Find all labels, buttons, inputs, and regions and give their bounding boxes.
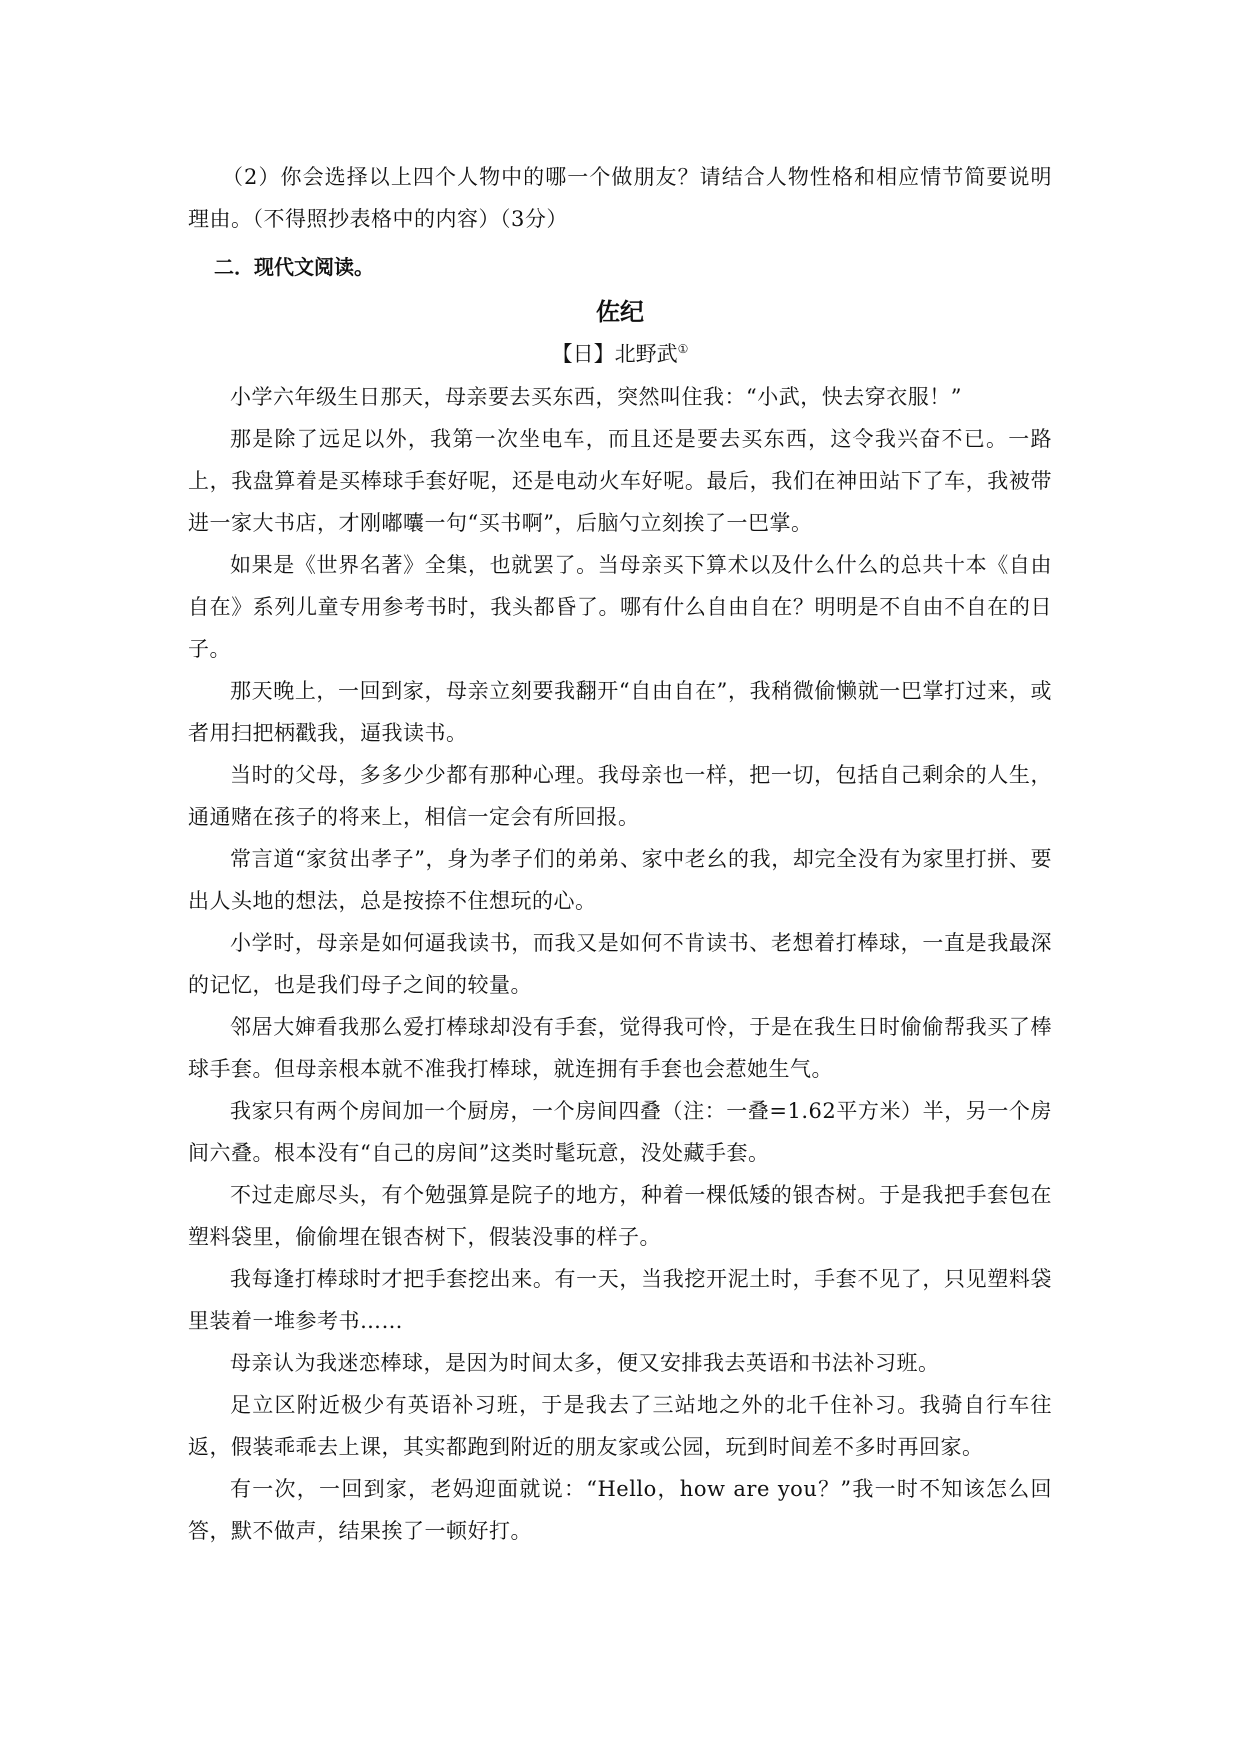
author-name: 北野武 — [614, 342, 678, 366]
article-title: 佐纪 — [596, 298, 644, 326]
article-paragraph: 常言道“家贫出孝子”，身为孝子们的弟弟、家中老幺的我，却完全没有为家里打拼、要出人头地的想法，总是按捺不住想玩的心。 — [188, 847, 1052, 913]
author-country: 【日】 — [551, 342, 615, 366]
article-body — [188, 376, 1052, 1552]
question-text: 你会选择以上四个人物中的哪一个做朋友？请结合人物性格和相应情节简要说明理由。（不得照抄表格中的内容）（3分） — [188, 165, 1052, 231]
article-paragraph: 不过走廊尽头，有个勉强算是院子的地方，种着一棵低矮的银杏树。于是我把手套包在塑料袋里，偷偷埋在银杏树下，假装没事的样子。 — [188, 1183, 1052, 1249]
footnote-mark: ① — [677, 342, 689, 356]
page-content — [188, 156, 1052, 1552]
question-2 — [188, 156, 1052, 240]
article-paragraph: 小学六年级生日那天，母亲要去买东西，突然叫住我：“小武，快去穿衣服！” — [230, 385, 962, 409]
article-paragraph: 母亲认为我迷恋棒球，是因为时间太多，便又安排我去英语和书法补习班。 — [230, 1351, 940, 1375]
article-paragraph: 如果是《世界名著》全集，也就罢了。当母亲买下算术以及什么什么的总共十本《自由自在》系列儿童专用参考书时，我头都昏了。哪有什么自由自在？明明是不自由不自在的日子。 — [188, 553, 1052, 661]
article-byline — [188, 334, 1052, 374]
article-paragraph: 小学时，母亲是如何逼我读书，而我又是如何不肯读书、老想着打棒球，一直是我最深的记忆，也是我们母子之间的较量。 — [188, 931, 1052, 997]
article-paragraph: 足立区附近极少有英语补习班，于是我去了三站地之外的北千住补习。我骑自行车往返，假装乖乖去上课，其实都跑到附近的朋友家或公园，玩到时间差不多时再回家。 — [188, 1393, 1052, 1459]
article-paragraph: 邻居大婶看我那么爱打棒球却没有手套，觉得我可怜，于是在我生日时偷偷帮我买了棒球手套。但母亲根本就不准我打棒球，就连拥有手套也会惹她生气。 — [188, 1015, 1052, 1081]
article-paragraph: 那天晚上，一回到家，母亲立刻要我翻开“自由自在”，我稍微偷懒就一巴掌打过来，或者用扫把柄戳我，逼我读书。 — [188, 679, 1052, 745]
article-paragraph: 当时的父母，多多少少都有那种心理。我母亲也一样，把一切，包括自己剩余的人生，通通赌在孩子的将来上，相信一定会有所回报。 — [188, 763, 1052, 829]
section-heading: 二．现代文阅读。 — [214, 255, 374, 279]
article-paragraph: 我每逢打棒球时才把手套挖出来。有一天，当我挖开泥土时，手套不见了，只见塑料袋里装着一堆参考书…… — [188, 1267, 1052, 1333]
article-paragraph: 那是除了远足以外，我第一次坐电车，而且还是要去买东西，这令我兴奋不已。一路上，我盘算着是买棒球手套好呢，还是电动火车好呢。最后，我们在神田站下了车，我被带进一家大书店，才刚嘟囔一句“买书啊”，后脑勺立刻挨了一巴掌。 — [188, 427, 1052, 535]
article-paragraph: 我家只有两个房间加一个厨房，一个房间四叠（注：一叠=1.62平方米）半，另一个房间六叠。根本没有“自己的房间”这类时髦玩意，没处藏手套。 — [188, 1099, 1052, 1165]
article-paragraph: 有一次，一回到家，老妈迎面就说：“Hello，how are you？”我一时不知该怎么回答，默不做声，结果挨了一顿好打。 — [188, 1477, 1052, 1543]
question-number: （2） — [222, 165, 281, 189]
